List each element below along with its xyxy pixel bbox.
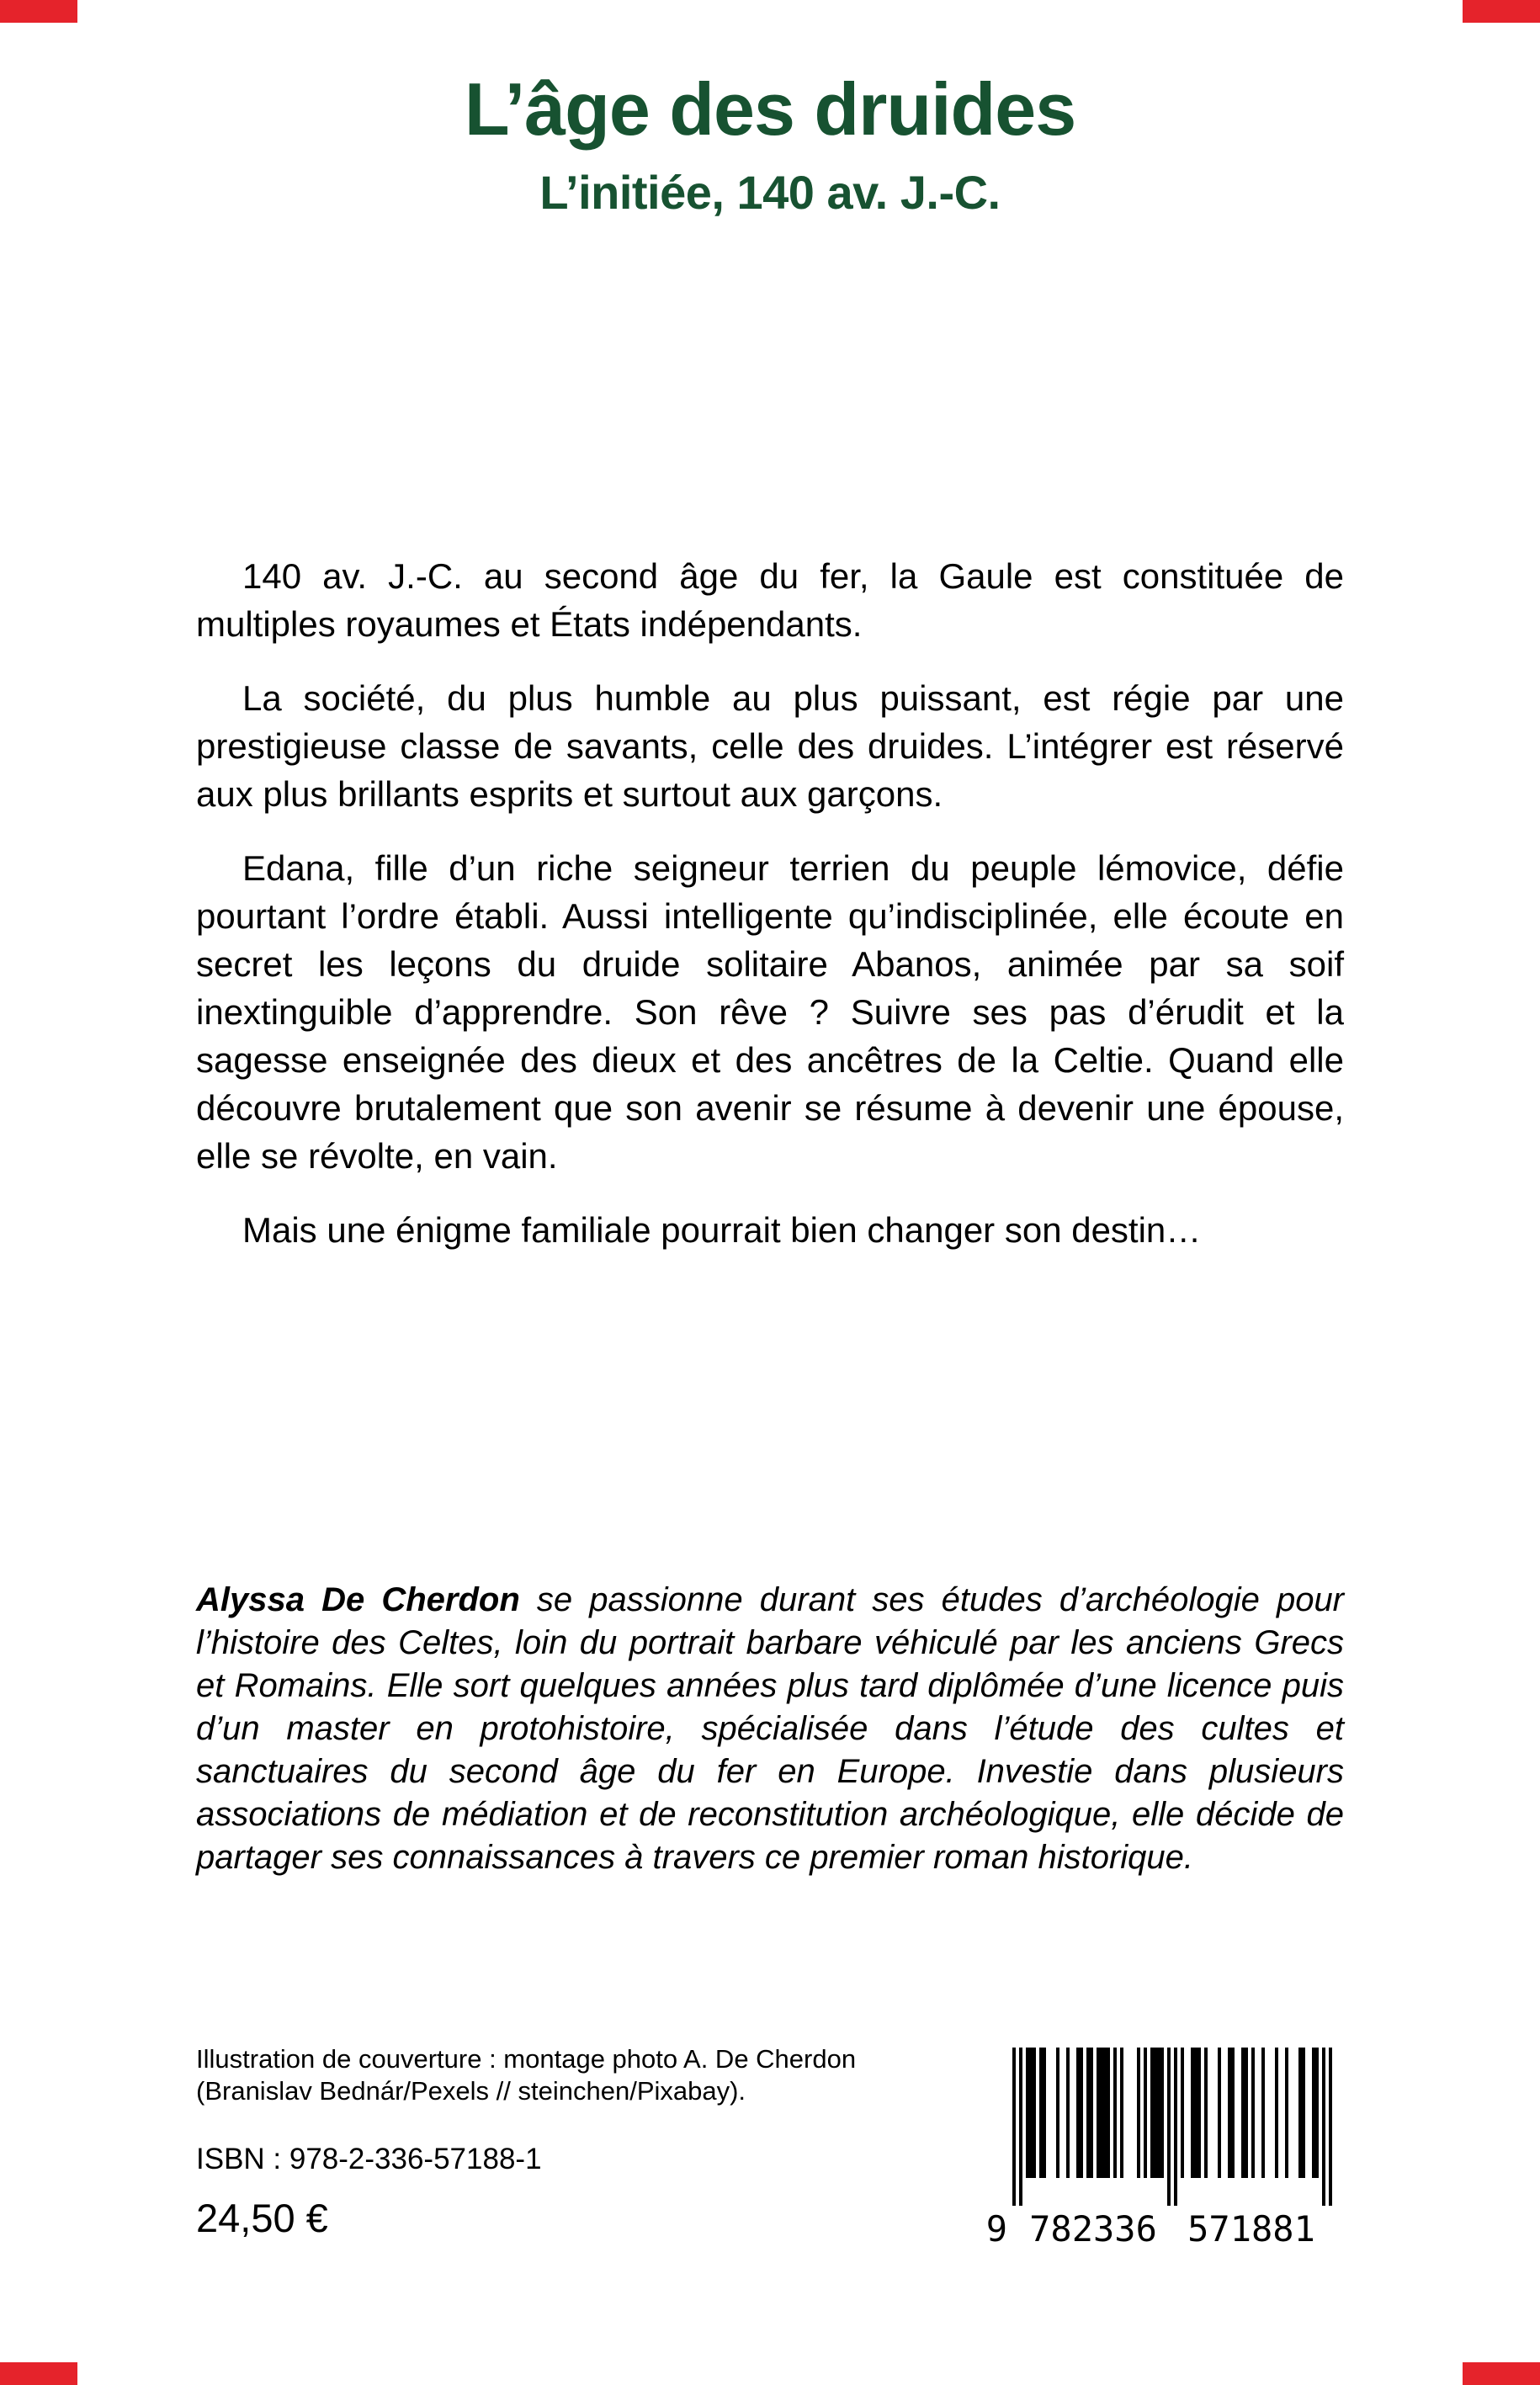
barcode-digit-group-2: 782336 (1029, 2208, 1157, 2250)
synopsis-paragraph-4: Mais une énigme familiale pourrait bien changer son destin… (242, 1210, 1202, 1250)
barcode-digit-group-3: 571881 (1187, 2208, 1315, 2250)
synopsis-paragraph-2: La société, du plus humble au plus puissant, est régie par une prestigieuse classe de savants, celle des druides. L’intégrer est réservé aux plus brillants esprits et surtout aux garçons. (196, 678, 1344, 814)
author-bio-text: se passionne durant ses études d’archéologie pour l’histoire des Celtes, loin du portrait barbare véhiculé par les anciens Grecs et Romains. Elle sort quelques années plus tard diplômée d’une licence puis d’un master en protohistoire, spécialisée dans l’étude des cultes et sanctuaires du second âge du fer en Europe. Investie dans plusieurs associations de médiation et de reconstitution archéologique, elle décide de partager ses connaissances à travers ce premier roman historique. (196, 1581, 1345, 1876)
synopsis-paragraph-1: 140 av. J.-C. au second âge du fer, la Gaule est constituée de multiples royaumes et États indépendants. (196, 556, 1344, 644)
corner-mark-bottom-right (1463, 2362, 1540, 2385)
book-subtitle: L’initiée, 140 av. J.-C. (539, 166, 1001, 219)
cover-credit (196, 2043, 856, 2107)
corner-mark-top-right (1463, 0, 1540, 23)
author-name: Alyssa De Cherdon (196, 1581, 520, 1618)
title-block (0, 67, 1540, 220)
barcode-svg (979, 2048, 1367, 2250)
barcode-digit-group-1: 9 (985, 2208, 1007, 2250)
corner-mark-bottom-left (0, 2362, 77, 2385)
author-bio (196, 1579, 1344, 1879)
isbn: ISBN : 978-2-336-57188-1 (196, 2143, 542, 2175)
book-title: L’âge des druides (464, 67, 1076, 151)
price: 24,50 € (196, 2196, 328, 2240)
cover-credit-line-2: (Branislav Bednár/Pexels // steinchen/Pixabay). (196, 2076, 746, 2106)
synopsis-paragraph-3: Edana, fille d’un riche seigneur terrien du peuple lémovice, défie pourtant l’ordre établi. Aussi intelligente qu’indisciplinée, elle écoute en secret les leçons du druide solitaire Abanos, animée par sa soif inextinguible d’apprendre. Son rêve ? Suivre ses pas d’érudit et la sagesse enseignée des dieux et des ancêtres de la Celtie. Quand elle découvre brutalement que son avenir se résume à devenir une épouse, elle se révolte, en vain. (196, 848, 1344, 1176)
cover-credit-line-1: Illustration de couverture : montage photo A. De Cherdon (196, 2044, 857, 2074)
barcode (979, 2048, 1367, 2250)
corner-mark-top-left (0, 0, 77, 23)
synopsis (196, 552, 1344, 1254)
